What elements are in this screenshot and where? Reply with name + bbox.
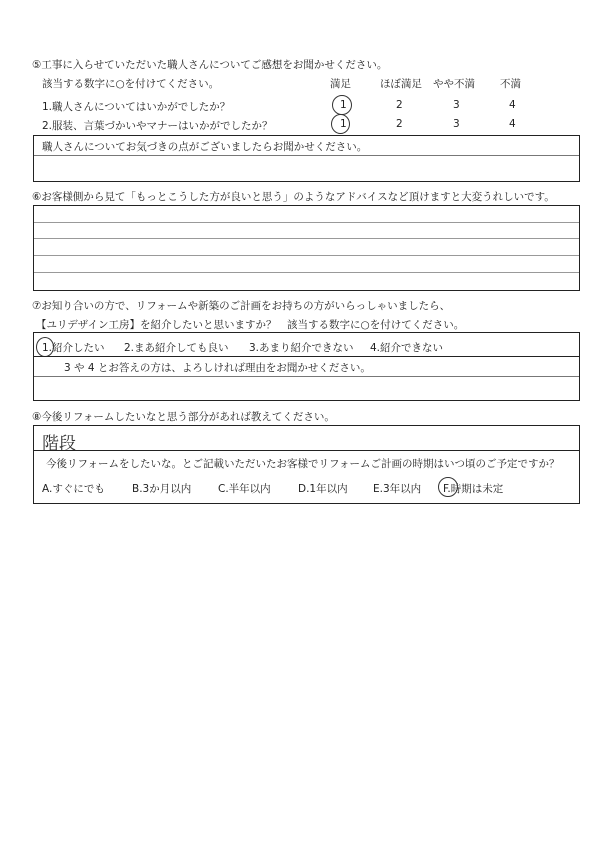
timing-option-d[interactable]: D.1年以内 — [298, 483, 348, 495]
question-2-option-1[interactable]: 1 — [340, 118, 347, 130]
ruled-line — [34, 222, 579, 223]
selected-circle-mark — [438, 477, 458, 497]
question-1-label: 1.職人さんについてはいかがでしたか？ — [42, 101, 231, 113]
question-1-option-3[interactable]: 3 — [453, 99, 460, 111]
section8-answer-box[interactable] — [33, 425, 580, 504]
section8-title: ⑧今後リフォームしたいなと思う部分があれば教えてください。 — [32, 411, 335, 423]
timing-option-b[interactable]: B.3か月以内 — [132, 483, 192, 495]
section5-instruction: 該当する数字に○を付けてください。 — [42, 78, 220, 90]
timing-option-a[interactable]: A.すぐにでも — [42, 483, 105, 495]
ruled-line — [34, 272, 579, 273]
section7-option-4[interactable]: 4.紹介できない — [370, 342, 444, 354]
selected-circle-mark — [332, 95, 352, 115]
question-1-option-1[interactable]: 1 — [340, 99, 347, 111]
timing-option-f[interactable]: F.時期は未定 — [443, 483, 504, 495]
section7-option-1[interactable]: 1.紹介したい — [42, 342, 105, 354]
section5-comment-prompt: 職人さんについてお気づきの点がございましたらお聞かせください。 — [42, 141, 368, 153]
question-2-label: 2.服装、言葉づかいやマナーはいかがでしたか？ — [42, 120, 273, 132]
scale-label-somewhat-dissatisfied: やや不満 — [433, 78, 475, 90]
scale-label-dissatisfied: 不満 — [500, 78, 521, 90]
selected-circle-mark — [331, 114, 350, 134]
question-2-option-3[interactable]: 3 — [453, 118, 460, 130]
ruled-line — [34, 238, 579, 239]
section5-title: ⑤工事に入らせていただいた職人さんについてご感想をお聞かせください。 — [32, 59, 388, 71]
section8-timing-prompt: 今後リフォームをしたいな。とご記載いただいたお客様でリフォームご計画の時期はいつ頃のご予定ですか？ — [46, 458, 560, 470]
ruled-line — [34, 450, 579, 451]
section7-answer-box[interactable] — [33, 332, 580, 401]
question-2-option-4[interactable]: 4 — [509, 118, 516, 130]
question-2-option-2[interactable]: 2 — [396, 118, 403, 130]
section6-title: ⑥お客様側から見て「もっとこうした方が良いと思う」のようなアドバイスなど頂けますと大変うれしいです。 — [32, 191, 555, 203]
timing-option-c[interactable]: C.半年以内 — [218, 483, 271, 495]
section7-title-line1: ⑦お知り合いの方で、リフォームや新築のご計画をお持ちの方がいらっしゃいましたら、 — [32, 300, 451, 312]
ruled-line — [34, 155, 579, 156]
section7-option-3[interactable]: 3.あまり紹介できない — [249, 342, 354, 354]
section7-title-line2: 【ユリデザイン工房】を紹介したいと思いますか？ 該当する数字に○を付けてください。 — [36, 319, 465, 331]
scale-label-mostly-satisfied: ほぼ満足 — [380, 78, 422, 90]
ruled-line — [34, 356, 579, 357]
question-1-option-2[interactable]: 2 — [396, 99, 403, 111]
section7-reason-prompt: 3 や 4 とお答えの方は、よろしければ理由をお聞かせください。 — [64, 362, 371, 374]
ruled-line — [34, 376, 579, 377]
ruled-line — [34, 255, 579, 256]
timing-option-e[interactable]: E.3年以内 — [373, 483, 422, 495]
section7-option-2[interactable]: 2.まあ紹介しても良い — [124, 342, 229, 354]
handwritten-answer: 階段 — [42, 434, 76, 454]
scale-label-satisfied: 満足 — [330, 78, 351, 90]
section5-comment-box[interactable] — [33, 135, 580, 182]
section6-answer-box[interactable] — [33, 205, 580, 291]
selected-circle-mark — [36, 337, 54, 357]
question-1-option-4[interactable]: 4 — [509, 99, 516, 111]
